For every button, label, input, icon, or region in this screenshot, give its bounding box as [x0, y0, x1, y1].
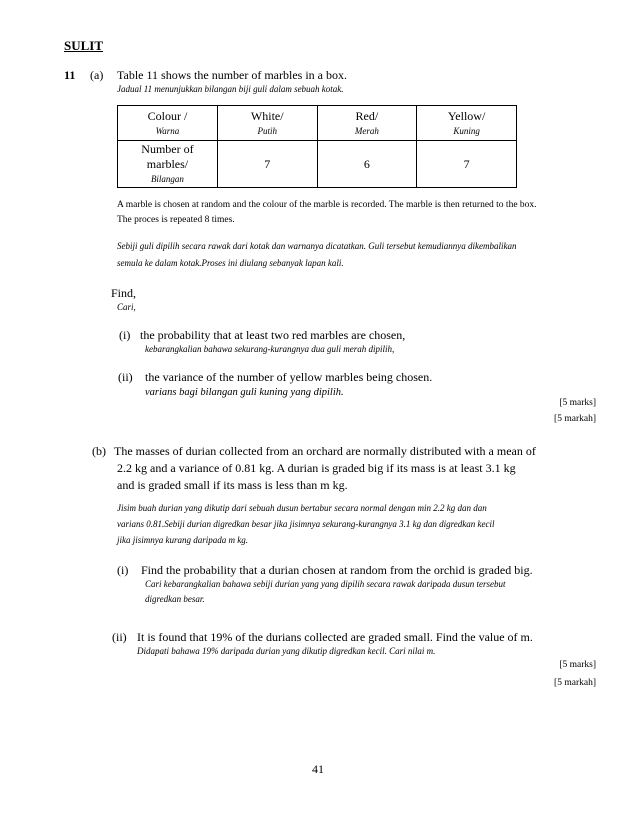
header-colour: Colour / Warna [118, 106, 218, 141]
part-a-desc-my-2: semula ke dalam kotak.Proses ini diulang sebanyak lapan kali. [117, 258, 344, 268]
marble-table [117, 105, 517, 188]
value-red: 6 [317, 141, 417, 188]
value-white: 7 [217, 141, 317, 188]
part-b-en-3: and is graded small if its mass is less than m kg. [117, 478, 348, 492]
part-a-desc-en-1: A marble is chosen at random and the colour of the marble is recorded. The marble is then returned to the box. [117, 200, 537, 210]
part-a-intro-my: Jadual 11 menunjukkan bilangan biji guli dalam sebuah kotak. [117, 84, 344, 94]
header-sulit: SULIT [64, 38, 104, 53]
part-b-i-my-1: Cari kebarangkalian bahawa sebiji durian yang yang dipilih secara rawak daripada dusun tersebut [145, 579, 506, 589]
part-a-marks-my: [5 markah] [554, 414, 596, 424]
find-my: Cari, [117, 302, 136, 312]
question-number: 11 [64, 68, 76, 82]
part-a-i-my: kebarangkalian bahawa sekurang-kurangnya dua guli merah dipilih, [145, 344, 395, 354]
part-b-i-label: (i) [117, 563, 129, 577]
part-a-ii-my: varians bagi bilangan guli kuning yang dipilih. [145, 387, 344, 398]
find-en: Find, [111, 286, 137, 300]
part-b-ii-en: It is found that 19% of the durians collected are graded small. Find the value of m. [137, 630, 533, 644]
part-b-ii-my: Didapati bahawa 19% daripada durian yang dikutip digredkan kecil. Cari nilai m. [137, 646, 436, 656]
part-a-desc-en-2: The proces is repeated 8 times. [117, 215, 235, 225]
part-b-my-1: Jisim buah durian yang dikutip dari sebuah dusun bertabur secara normal dengan min 2.2 kg dan dan [117, 503, 487, 513]
table-header-row [118, 106, 517, 141]
part-a-label: (a) [90, 68, 104, 82]
part-a-intro-en: Table 11 shows the number of marbles in a box. [117, 68, 347, 82]
part-b-label: (b) [92, 444, 106, 458]
part-a-i-en: the probability that at least two red marbles are chosen, [140, 328, 406, 342]
header-red: Red/ Merah [317, 106, 417, 141]
header-white: White/ Putih [217, 106, 317, 141]
table-row [118, 141, 517, 188]
part-b-i-my-2: digredkan besar. [145, 594, 205, 604]
part-a-marks-en: [5 marks] [559, 398, 596, 408]
part-b-en-2: 2.2 kg and a variance of 0.81 kg. A durian is graded big if its mass is at least 3.1 kg [117, 461, 516, 475]
part-b-my-3: jika jisimnya kurang daripada m kg. [117, 535, 248, 545]
value-yellow: 7 [417, 141, 517, 188]
page-number: 41 [312, 762, 324, 776]
part-b-ii-label: (ii) [112, 630, 127, 644]
row-label-number-of-marbles: Number of marbles/ Bilangan [118, 141, 218, 188]
part-a-desc-my-1: Sebiji guli dipilih secara rawak dari kotak dan warnanya dicatatkan. Guli tersebut kemudiannya dikembalikan [117, 241, 517, 251]
header-yellow: Yellow/ Kuning [417, 106, 517, 141]
part-a-ii-en: the variance of the number of yellow marbles being chosen. [145, 370, 433, 384]
part-b-marks-my: [5 markah] [554, 678, 596, 688]
part-b-marks-en: [5 marks] [559, 660, 596, 670]
part-a-ii-label: (ii) [118, 370, 133, 384]
part-b-en-1: The masses of durian collected from an orchard are normally distributed with a mean of [114, 444, 536, 458]
part-b-i-en: Find the probability that a durian chosen at random from the orchid is graded big. [141, 563, 533, 577]
part-b-my-2: varians 0.81.Sebiji durian digredkan besar jika jisimnya sekurang-kurangnya 3.1 kg dan digredkan kecil [117, 519, 495, 529]
part-a-i-label: (i) [119, 328, 131, 342]
